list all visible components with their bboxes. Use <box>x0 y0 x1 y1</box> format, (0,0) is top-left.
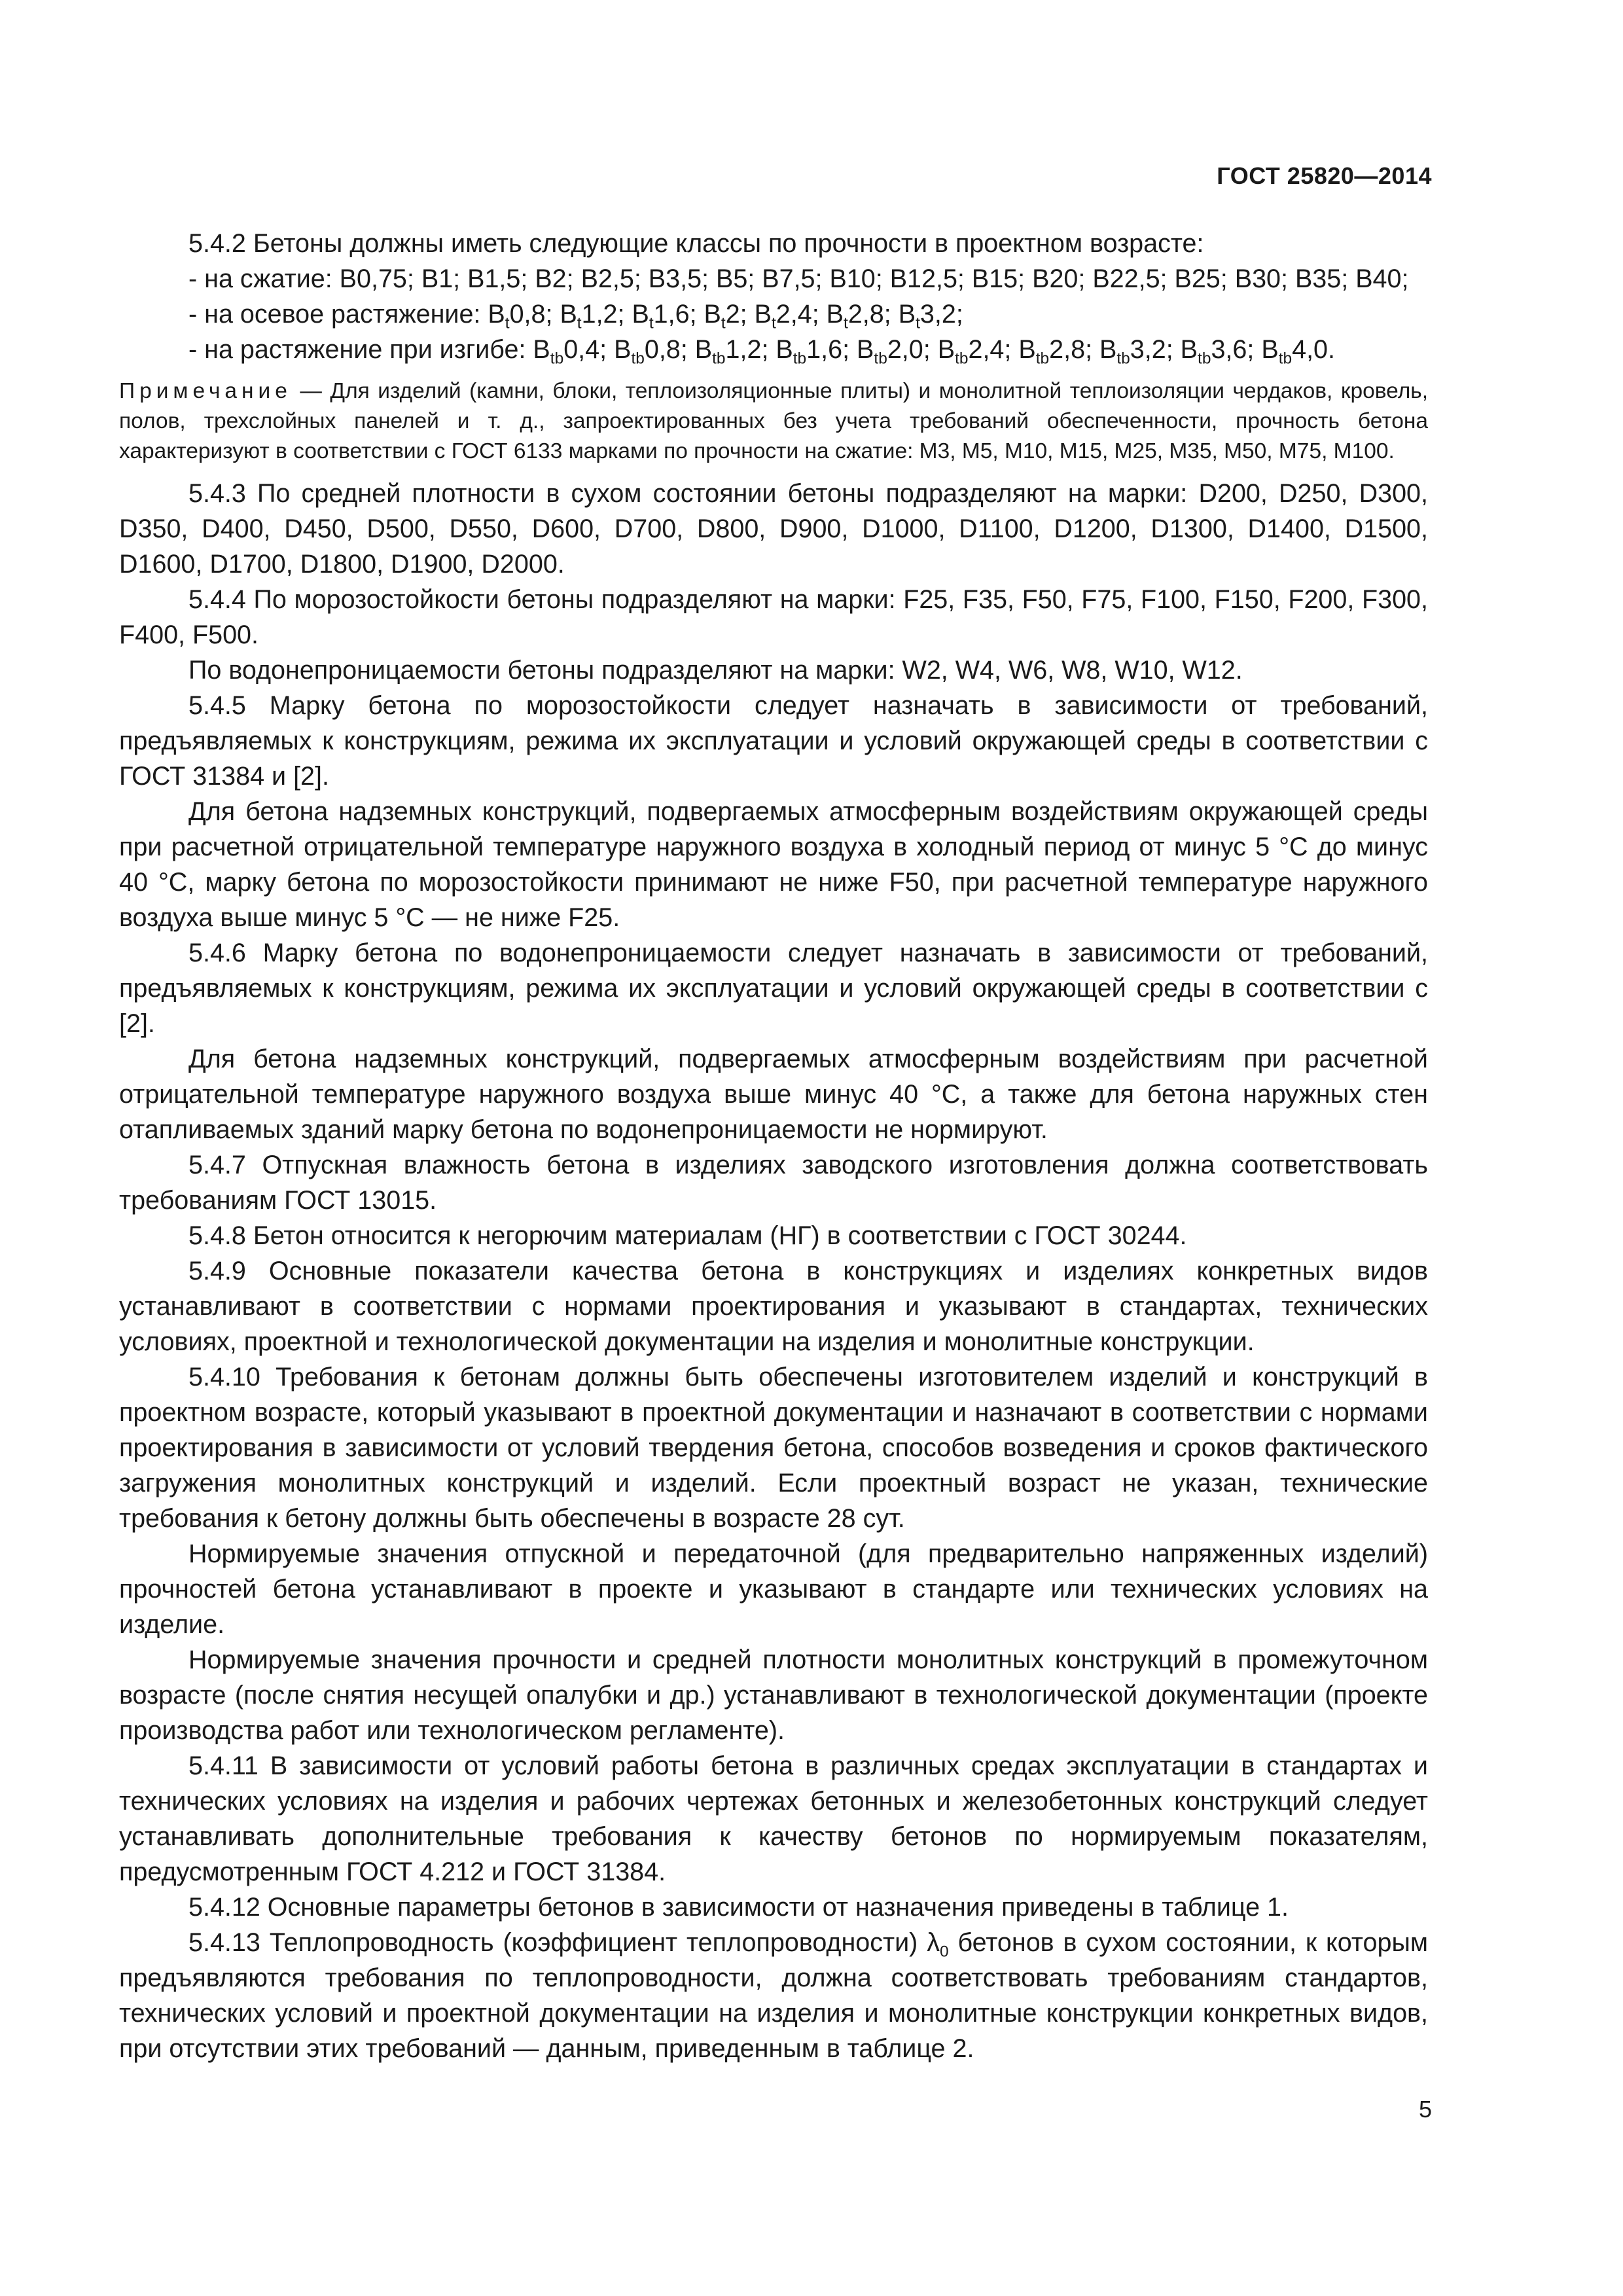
section-5-4-4-water: По водонепроницаемости бетоны подразделяют на марки: W2, W4, W6, W8, W10, W12. <box>188 656 1243 685</box>
axial-class-value: 0,8 <box>509 300 546 329</box>
axial-class-letter: В <box>560 300 577 329</box>
section-5-4-4: 5.4.4 По морозостойкости бетоны подразделяют на марки: F25, F35, F50, F75, F100, F150, F200, F300, F400, F500. <box>119 585 1428 649</box>
axial-class-letter: В <box>754 300 772 329</box>
axial-class-value: 1,2 <box>581 300 618 329</box>
axial-class-subscript: t <box>916 314 920 332</box>
axial-tension-classes: - на осевое растяжение: $В_t0,8$; $В_t1,2$; $В_t1,6$; $В_t2$; $В_t2,4$; $В_t2,8$; $В_t3,2$; <box>188 300 963 332</box>
document-body <box>119 226 1428 2066</box>
section-5-4-13-start: 5.4.13 Теплопроводность (коэффициент теплопроводности) <box>188 1928 927 1957</box>
bending-class-value: 0,4 <box>563 335 600 364</box>
lambda-symbol: λ <box>927 1928 940 1957</box>
section-5-4-10-intermediate-age: Нормируемые значения прочности и средней плотности монолитных конструкций в промежуточном возрасте (после снятия несущей опалубки и др.) устанавливают в технологической документации (проекте производства работ или технологическом регламенте). <box>119 1645 1428 1745</box>
axial-class-letter: В <box>632 300 649 329</box>
section-5-4-6: 5.4.6 Марку бетона по водонепроницаемости следует назначать в зависимости от требований, предъявляемых к конструкциям, режима их эксплуатации и условий окружающей среды в соответствии с [2]. <box>119 939 1428 1038</box>
section-5-4-5: 5.4.5 Марку бетона по морозостойкости следует назначать в зависимости от требований, предъявляемых к конструкциям, режима их эксплуатации и условий окружающей среды в соответствии с ГОСТ 31384 и [2]. <box>119 691 1428 791</box>
bending-class-subscript: tb <box>1198 350 1211 368</box>
bending-tension-classes: - на растяжение при изгибе: $В_{tb}0,4$; $В_{tb}0,8$; $В_{tb}1,2$; $В_{tb}1,6$; $В_{tb}2,0$; $В_{tb}2,4$; $В_{tb}2,8$; $В_{tb}3,2$; $В_{tb}3,6$; $В_{tb}4,0$. <box>188 335 1336 368</box>
bending-class-subscript: tb <box>631 350 645 368</box>
axial-class-subscript: t <box>649 314 654 332</box>
note-label: Примечание <box>119 379 292 403</box>
bending-class-value: 3,6 <box>1211 335 1247 364</box>
axial-class-subscript: t <box>721 314 726 332</box>
section-5-4-10: 5.4.10 Требования к бетонам должны быть обеспечены изготовителем изделий и конструкций в проектном возрасте, который указывают в проектной документации и назначают в соответствии с нормами проектирования в зависимости от условий твердения бетона, способов возведения и сроков фактического загружения монолитных конструкций и изделий. Если проектный возраст не указан, технические требования к бетону должны быть обеспечены в возрасте 28 сут. <box>119 1363 1428 1533</box>
compression-classes: - на сжатие: В0,75; В1; В1,5; В2; В2,5; В3,5; В5; В7,5; В10; В12,5; В15; В20; В22,5; В25; В30; В35; В40; <box>188 264 1409 293</box>
bending-class-subscript: tb <box>1116 350 1130 368</box>
section-5-4-11: 5.4.11 В зависимости от условий работы бетона в различных средах эксплуатации в стандартах и технических условиях на изделия и рабочих чертежах бетонных и железобетонных конструкций следует устанавливать дополнительные требования к качеству бетонов по нормируемым показателям, предусмотренным ГОСТ 4.212 и ГОСТ 31384. <box>119 1751 1428 1886</box>
section-5-4-9: 5.4.9 Основные показатели качества бетона в конструкциях и изделиях конкретных видов устанавливают в соответствии с нормами проектирования и указывают в стандартах, технических условиях, проектной и технологической документации на изделия и монолитные конструкции. <box>119 1257 1428 1356</box>
section-5-4-13 <box>119 1925 1428 2066</box>
axial-class-value: 2,4 <box>776 300 812 329</box>
bending-tension-prefix: - на растяжение при изгибе: <box>188 335 526 364</box>
axial-class-letter: В <box>898 300 916 329</box>
section-5-4-3: 5.4.3 По средней плотности в сухом состоянии бетоны подразделяют на марки: D200, D250, D300, D350, D400, D450, D500, D550, D600, D700, D800, D900, D1000, D1100, D1200, D1300, D1400, D1500, D1600, D1700, D1800, D1900, D2000. <box>119 479 1428 579</box>
bending-class-letter: В <box>937 335 955 364</box>
bending-class-letter: В <box>694 335 713 364</box>
bending-class-subscript: tb <box>1035 350 1050 368</box>
bending-class-value: 0,8 <box>644 335 681 364</box>
note <box>119 376 1428 467</box>
axial-class-letter: В <box>488 300 505 329</box>
axial-class-value: 2,8 <box>847 300 884 329</box>
bending-class-value: 3,2 <box>1130 335 1166 364</box>
bending-class-value: 1,2 <box>725 335 762 364</box>
section-5-4-12: 5.4.12 Основные параметры бетонов в зависимости от назначения приведены в таблице 1. <box>188 1893 1289 1922</box>
section-5-4-10-release-strength: Нормируемые значения отпускной и передаточной (для предварительно напряженных изделий) прочностей бетона устанавливают в проекте и указывают в стандарте или технических условиях на изделие. <box>119 1539 1428 1639</box>
bending-class-subscript: tb <box>955 350 969 368</box>
note-text: — Для изделий (камни, блоки, теплоизоляционные плиты) и монолитной теплоизоляции чердаков, кровель, полов, трехслойных панелей и т. д., запроектированных без учета требований обеспеченности, прочность бетона характеризуют в соответствии с ГОСТ 6133 марками по прочности на сжатие: М3, М5, М10, М15, М25, М35, М50, М75, М100. <box>119 379 1428 463</box>
axial-class-value: 3,2 <box>919 300 956 329</box>
bending-class-value: 2,4 <box>968 335 1005 364</box>
bending-class-letter: В <box>1261 335 1279 364</box>
bending-class-letter: В <box>857 335 874 364</box>
lambda-subscript: 0 <box>939 1943 949 1961</box>
bending-class-subscript: tb <box>712 350 726 368</box>
bending-class-value: 2,8 <box>1049 335 1086 364</box>
axial-class-subscript: t <box>771 314 776 332</box>
axial-class-subscript: t <box>844 314 848 332</box>
axial-class-letter: В <box>826 300 844 329</box>
axial-class-letter: В <box>704 300 721 329</box>
axial-class-subscript: t <box>577 314 582 332</box>
axial-class-value: 1,6 <box>653 300 690 329</box>
section-5-4-13-end: бетонов в сухом состоянии, к которым предъявляются требования по теплопроводности, должна соответствовать требованиям стандартов, технических условий и проектной документации на изделия и монолитные конструкции конкретных видов, при отсутствии этих требований — данным, приведенным в таблице 2. <box>119 1928 1429 2063</box>
section-5-4-2: 5.4.2 Бетоны должны иметь следующие классы по прочности в проектном возрасте: <box>188 229 1204 258</box>
bending-class-letter: В <box>614 335 632 364</box>
axial-class-subscript: t <box>505 314 510 332</box>
axial-class-value: 2 <box>725 300 740 329</box>
bending-class-letter: В <box>1099 335 1117 364</box>
bending-class-value: 2,0 <box>887 335 923 364</box>
bending-class-subscript: tb <box>550 350 564 368</box>
bending-class-value: 1,6 <box>806 335 843 364</box>
section-5-4-7: 5.4.7 Отпускная влажность бетона в изделиях заводского изготовления должна соответствовать требованиям ГОСТ 13015. <box>119 1151 1428 1215</box>
bending-class-letter: В <box>1018 335 1036 364</box>
section-5-4-6-above-ground: Для бетона надземных конструкций, подвергаемых атмосферным воздействиям при расчетной отрицательной температуре наружного воздуха выше минус 40 °С, а также для бетона наружных стен отапливаемых зданий марку бетона по водонепроницаемости не нормируют. <box>119 1045 1428 1144</box>
bending-class-letter: В <box>533 335 550 364</box>
bending-class-value: 4,0 <box>1292 335 1329 364</box>
bending-class-letter: В <box>1180 335 1198 364</box>
bending-class-subscript: tb <box>874 350 887 368</box>
section-5-4-5-above-ground: Для бетона надземных конструкций, подвергаемых атмосферным воздействиям окружающей среды при расчетной отрицательной температуре наружного воздуха в холодный период от минус 5 °С до минус 40 °С, марку бетона по морозостойкости принимают не ниже F50, при расчетной температуре наружного воздуха выше минус 5 °С — не ниже F25. <box>119 797 1428 932</box>
bending-class-subscript: tb <box>793 350 807 368</box>
bending-class-letter: В <box>776 335 793 364</box>
axial-tension-prefix: - на осевое растяжение: <box>188 300 481 329</box>
page-number: 5 <box>1418 2096 1432 2123</box>
section-5-4-8: 5.4.8 Бетон относится к негорючим материалам (НГ) в соответствии с ГОСТ 30244. <box>188 1221 1187 1250</box>
bending-class-subscript: tb <box>1278 350 1293 368</box>
document-code: ГОСТ 25820—2014 <box>1217 162 1432 189</box>
